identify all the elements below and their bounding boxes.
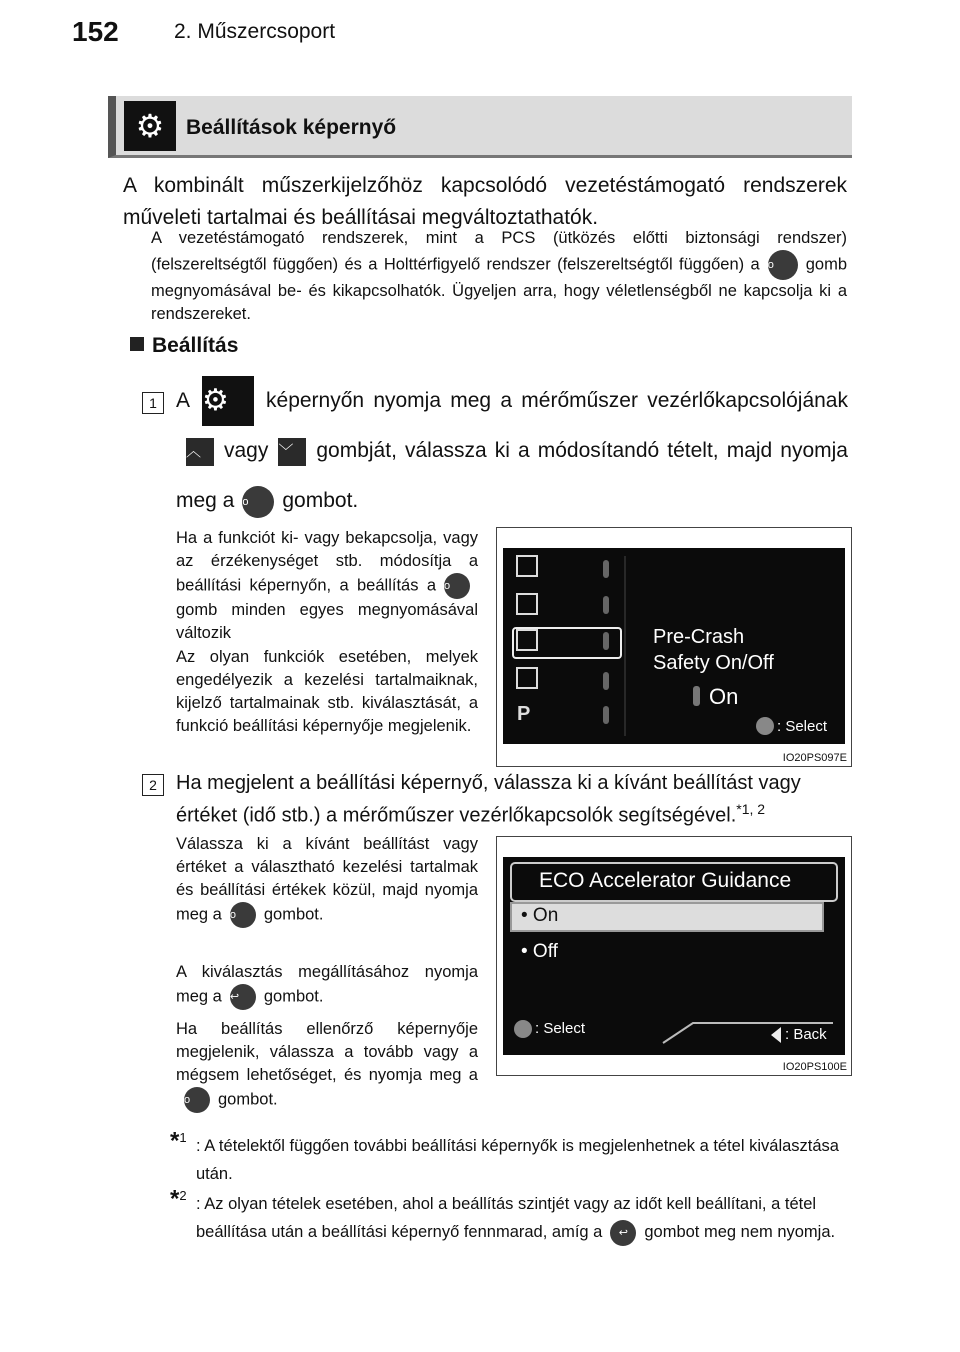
screen-title-2: Safety On/Off (653, 652, 774, 674)
step1-detail-a: Ha a funkciót ki- vagy bekapcsolja, vagy az érzékenységet stb. módosítja a beállítási képernyőn, a beállítás a ogomb minden egyes megnyomásával változik (176, 529, 478, 642)
screen-state: On (709, 684, 739, 709)
ok-button-icon: o (444, 573, 470, 599)
step-number: 2 (142, 774, 164, 796)
step2-detail-a: Válassza ki a kívánt beállítást vagy értéket a választható kezelési tartalmak és beállítási értékek közül, majd nyomja meg a o gombot. (176, 833, 478, 928)
note-paragraph: A vezetéstámogató rendszerek, mint a PCS (ütközés előtti biztonsági rendszer) (felszereltségtől függően) és a Holttérfigyelő rendszer (felszereltségtől függően) a o gomb megnyomásával be- és kikapcsolhatók. Ügyeljen arra, hogy véletlenségből ne kapcsolja ki a rendszereket. (151, 229, 847, 323)
state-indicator (693, 686, 700, 706)
blind-spot-icon (517, 668, 537, 688)
step-number: 1 (142, 392, 164, 414)
gear-icon: ⚙ (124, 101, 176, 151)
step1-detail-b: Az olyan funkciók esetében, melyek engedélyezik a kezelési tartalmaiknak, kijelző tartalmainak stb. kiválasztását, a funkció beállítási képernyője megjelenik. (176, 648, 478, 735)
step1-text: A ⚙ képernyőn nyomja meg a mérőműszer vezérlőkapcsolójának︿ vagy ﹀ gombját, válassza ki a módosítandó tételt, majd nyomja meg a o gombot. (176, 376, 848, 526)
ok-button-icon: o (230, 902, 256, 928)
gear-icon: ⚙ (202, 376, 254, 426)
subsection-title: Beállítás (130, 334, 238, 358)
screen-select: : Select (777, 718, 828, 735)
ok-button-icon: o (768, 250, 798, 280)
ok-button-icon: o (242, 486, 274, 518)
display-screen (503, 857, 845, 1055)
page-number: 152 (72, 16, 119, 47)
up-arrow-icon: ︿ (186, 438, 214, 466)
precrash-icon (517, 630, 537, 650)
back-button-icon: ↩ (610, 1220, 636, 1246)
option-on: • On (521, 905, 559, 926)
figure-precrash (496, 527, 852, 767)
intro-paragraph: A kombinált műszerkijelzőhöz kapcsolódó vezetéstámogató rendszerek műveleti tartalmai és beállításai megváltoztathatók. (123, 174, 847, 229)
ok-button-icon (756, 717, 774, 735)
svg-text:P: P (517, 703, 531, 725)
lane-assist-icon (517, 556, 537, 576)
footnote-2: : Az olyan tételek esetében, ahol a beállítás szintjét vagy az időt kell beállítani, a tétel beállítása után a beállítási képernyő fennmarad, amíg a ↩ gombot meg nem nyomja. (196, 1190, 848, 1246)
ok-button-icon: o (184, 1087, 210, 1113)
screen-select: : Select (535, 1020, 586, 1037)
step2-detail-c: Ha beállítás ellenőrző képernyője megjelenik, válassza a tovább vagy a mégsem lehetőséget, és nyomja meg ao gombot. (176, 1018, 478, 1113)
footnote-1: : A tételektől függően további beállítási képernyők is megjelenhetnek a tétel kiválasztása után. (196, 1137, 839, 1183)
figure-id: IO20PS097E (782, 752, 847, 764)
screen-back: : Back (785, 1026, 827, 1043)
chapter-title: 2. Műszercsoport (174, 20, 336, 43)
section-title: Beállítások képernyő (186, 116, 397, 139)
display-screen (503, 548, 845, 744)
footnote-mark: *$^1$ (170, 1127, 187, 1155)
screen-title: ECO Accelerator Guidance (539, 869, 792, 892)
footnote-mark: *$^2$ (170, 1185, 187, 1213)
step2-text: Ha megjelent a beállítási képernyő, válassza ki a kívánt beállítást vagy értéket (idő stb.) a mérőműszer vezérlőkapcsolók segítségével.$^{*1, 2}$ (176, 772, 801, 827)
bullet-square-icon (130, 337, 144, 351)
down-arrow-icon: ﹀ (278, 438, 306, 466)
figure-eco-guidance (496, 836, 852, 1076)
ok-button-icon (514, 1020, 532, 1038)
back-arrow-icon (771, 1027, 781, 1043)
figure-id: IO20PS100E (782, 1061, 847, 1073)
screen-title-1: Pre-Crash (653, 626, 745, 648)
back-button-icon: ↩ (230, 984, 256, 1010)
lane-sound-icon (517, 594, 537, 614)
option-off: • Off (521, 941, 558, 962)
step2-detail-b: A kiválasztás megállításához nyomja meg a ↩ gombot. (176, 961, 478, 1010)
